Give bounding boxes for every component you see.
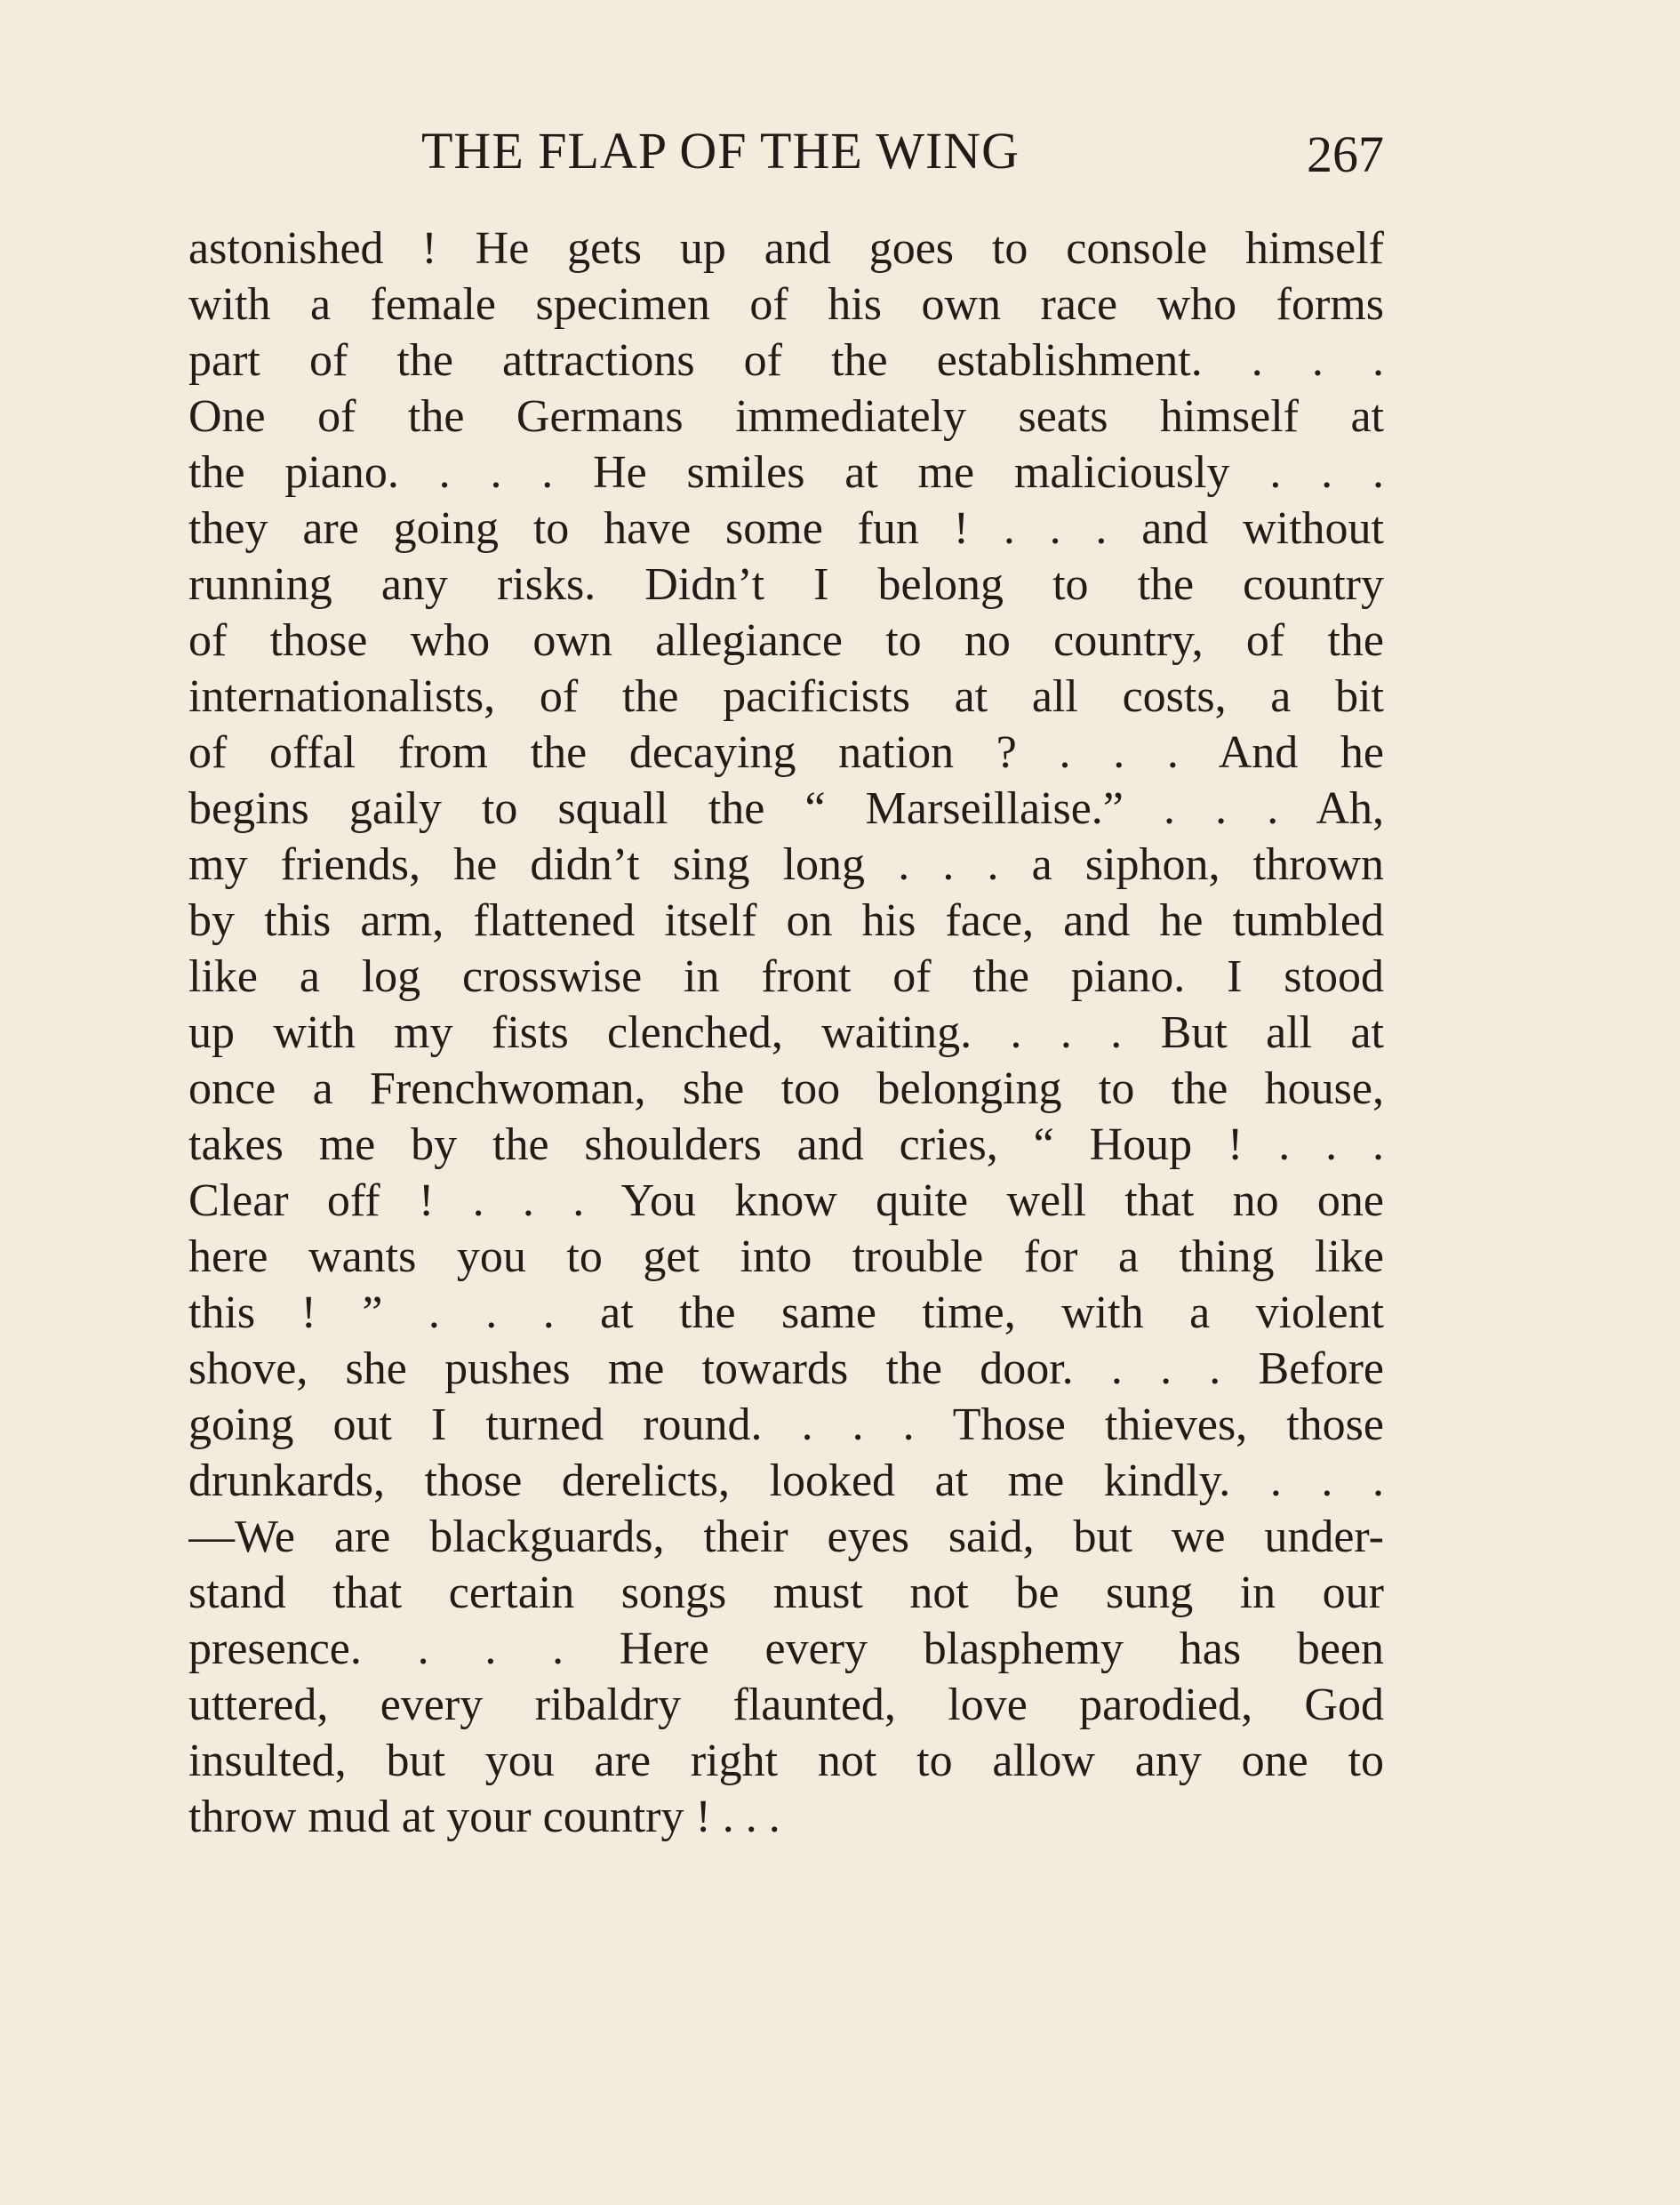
body-text (188, 220, 1384, 1845)
text-line-last: throw mud at your country ! . . . (188, 1792, 780, 1842)
text-line: running any risks. Didn’t I belong to the country (188, 559, 1384, 610)
text-line: —We are blackguards, their eyes said, but we under- (188, 1511, 1384, 1562)
text-line: of those who own allegiance to no country, of the (188, 615, 1384, 666)
text-line: shove, she pushes me towards the door. . . . Before (188, 1343, 1384, 1394)
text-line: once a Frenchwoman, she too belonging to the house, (188, 1063, 1384, 1114)
text-line: up with my fists clenched, waiting. . . . But all at (188, 1007, 1384, 1058)
text-line: One of the Germans immediately seats himself at (188, 391, 1384, 442)
text-line: uttered, every ribaldry flaunted, love parodied, God (188, 1680, 1384, 1730)
text-line: here wants you to get into trouble for a thing like (188, 1231, 1384, 1282)
text-line: this ! ” . . . at the same time, with a violent (188, 1287, 1384, 1338)
text-line: drunkards, those derelicts, looked at me kindly. . . . (188, 1455, 1384, 1506)
text-line: takes me by the shoulders and cries, “ Houp ! . . . (188, 1119, 1384, 1170)
text-line: with a female specimen of his own race who forms (188, 279, 1384, 330)
running-head (188, 116, 1384, 187)
text-line: of offal from the decaying nation ? . . . And he (188, 727, 1384, 778)
text-line: astonished ! He gets up and goes to console himself (188, 223, 1384, 274)
text-line: part of the attractions of the establishment. . . . (188, 335, 1384, 386)
text-line: internationalists, of the pacificists at all costs, a bit (188, 671, 1384, 722)
text-line: presence. . . . Here every blasphemy has been (188, 1624, 1384, 1674)
page-number: 267 (1307, 125, 1384, 183)
text-line: my friends, he didn’t sing long . . . a siphon, thrown (188, 839, 1384, 890)
text-line: going out I turned round. . . . Those thieves, those (188, 1399, 1384, 1450)
running-head-title: THE FLAP OF THE WING (421, 122, 1020, 180)
text-line: they are going to have some fun ! . . . and without (188, 503, 1384, 554)
text-line: Clear off ! . . . You know quite well that no one (188, 1175, 1384, 1226)
text-line: the piano. . . . He smiles at me maliciously . . . (188, 447, 1384, 498)
text-line: stand that certain songs must not be sung in our (188, 1568, 1384, 1618)
text-line: like a log crosswise in front of the piano. I stood (188, 951, 1384, 1002)
text-line: insulted, but you are right not to allow any one to (188, 1736, 1384, 1786)
text-line: by this arm, flattened itself on his face, and he tumbled (188, 895, 1384, 946)
text-line: begins gaily to squall the “ Marseillaise.” . . . Ah, (188, 783, 1384, 834)
